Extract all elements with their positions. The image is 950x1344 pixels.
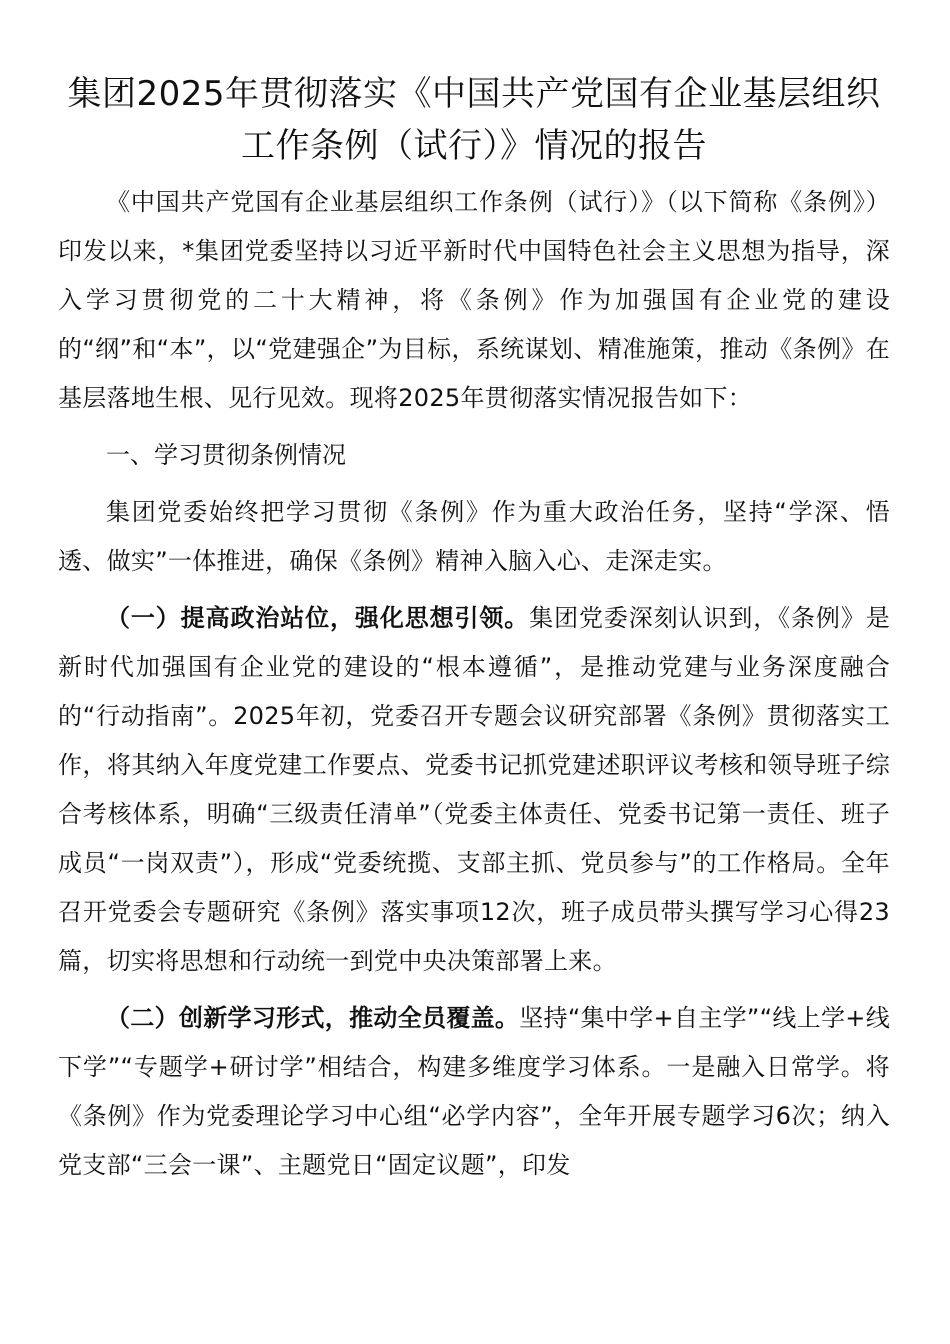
item-lead-1: （一）提高政治站位，强化思想引领。: [106, 604, 530, 632]
item-lead-2: （二）创新学习形式，推动全员覆盖。: [106, 1004, 520, 1032]
section-intro-paragraph: 集团党委始终把学习贯彻《条例》作为重大政治任务，坚持“学深、悟透、做实”一体推进，确保《条例》精神入脑入心、走深走实。: [58, 498, 890, 575]
document-page: [58, 68, 890, 1190]
item-body-2: 坚持“集中学+自主学”“线上学+线下学”“专题学+研讨学”相结合，构建多维度学习体系。一是融入日常学。将《条例》作为党委理论学习中心组“必学内容”，全年开展专题学习6次；纳入党支部“三会一课”、主题党日“固定议题”，印发: [58, 1004, 890, 1179]
section-heading: 一、学习贯彻条例情况: [106, 441, 346, 469]
intro-paragraph: 《中国共产党国有企业基层组织工作条例（试行）》（以下简称《条例》）印发以来，*集团党委坚持以习近平新时代中国特色社会主义思想为指导，深入学习贯彻党的二十大精神，将《条例》作为加强国有企业党的建设的“纲”和“本”，以“党建强企”为目标，系统谋划、精准施策，推动《条例》在基层落地生根、见行见效。现将2025年贯彻落实情况报告如下：: [58, 188, 890, 412]
item-paragraph-2: [58, 994, 890, 1190]
item-body-1: 集团党委深刻认识到，《条例》是新时代加强国有企业党的建设的“根本遵循”，是推动党建与业务深度融合的“行动指南”。2025年初，党委召开专题会议研究部署《条例》贯彻落实工作，将其纳入年度党建工作要点、党委书记抓党建述职评议考核和领导班子综合考核体系，明确“三级责任清单”（党委主体责任、党委书记第一责任、班子成员“一岗双责”），形成“党委统揽、支部主抓、党员参与”的工作格局。全年召开党委会专题研究《条例》落实事项12次，班子成员带头撰写学习心得23篇，切实将思想和行动统一到党中央决策部署上来。: [58, 604, 890, 975]
item-paragraph-1: [58, 594, 890, 986]
document-title: 集团2025年贯彻落实《中国共产党国有企业基层组织工作条例（试行）》情况的报告: [67, 74, 881, 166]
